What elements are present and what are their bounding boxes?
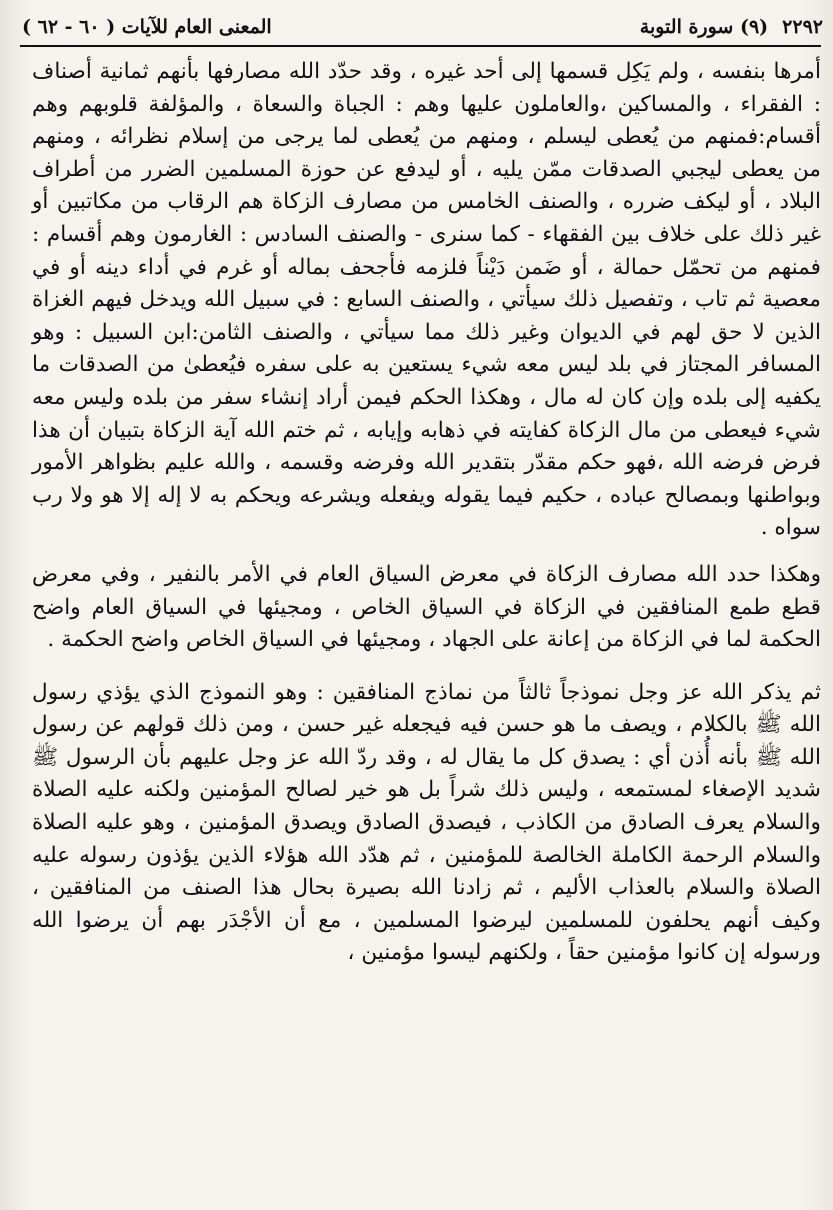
section-title: المعنى العام للآيات ( ٦٠ - ٦٢ )	[22, 16, 272, 38]
paragraph: ثم يذكر الله عز وجل نموذجاً ثالثاً من نماذج المنافقين : وهو النموذج الذي يؤذي رسول الله ﷺ بالكلام ، ويصف ما هو حسن فيه فيجعله غير حسن ، ومن ذلك قولهم عن رسول الله ﷺ بأنه أُذن أي : يصدق كل ما يقال له ، وقد ردّ الله عز وجل عليهم بأن الرسول ﷺ شديد الإصغاء لمستمعه ، وليس ذلك شراً بل هو خير لصالح المؤمنين ولكنه عليه الصلاة والسلام يعرف الصادق من الكاذب ، فيصدق الصادق ويصدق المؤمنين ، وهو عليه الصلاة والسلام الرحمة الكاملة الخالصة للمؤمنين ، ثم هدّد الله هؤلاء الذين يؤذون رسوله عليه الصلاة والسلام بالعذاب الأليم ، ثم زادنا الله بصيرة بحال هذا الصنف من المنافقين ، وكيف أنهم يحلفون للمسلمين ليرضوا المسلمين ، مع أن الأجْدَر بهم أن يرضوا الله ورسوله إن كانوا مؤمنين حقاً ، ولكنهم ليسوا مؤمنين ،	[32, 679, 821, 966]
paragraph: وهكذا حدد الله مصارف الزكاة في معرض السياق العام في الأمر بالنفير ، وفي معرض قطع طمع المنافقين في الزكاة في السياق الخاص ، ومجيئها في السياق العام واضح الحكمة لما في الزكاة من إعانة على الجهاد ، ومجيئها في السياق الخاص واضح الحكمة .	[32, 561, 821, 653]
page-number: ٢٢٩٢	[782, 16, 823, 38]
paragraph: أمرها بنفسه ، ولم يَكِل قسمها إلى أحد غيره ، وقد حدّد الله مصارفها بأنهم ثمانية أصناف : الفقراء ، والمساكين ،والعاملون عليها وهم : الجباة والسعاة ، والمؤلفة قلوبهم وهم أقسام:فمنهم من يُعطى ليسلم ، ومنهم من يُعطى لما يرجى من إسلام نظرائه ، ومنهم من يعطى ليجبي الصدقات ممّن يليه ، أو ليدفع عن حوزة المسلمين الضرر من أطراف البلاد ، أو ليكف ضرره ، والصنف الخامس من مصارف الزكاة هم الرقاب من مكاتبين أو غير ذلك على خلاف بين الفقهاء - كما سنرى - والصنف السادس : الغارمون وهم أقسام : فمنهم من تحمّل حمالة ، أو ضَمن دَيْناً فلزمه فأجحف بماله أو غرم في أداء دينه أو في معصية ثم تاب ، وتفصيل ذلك سيأتي ، والصنف السابع : في سبيل الله ويدخل فيهم الغزاة الذين لا حق لهم في الديوان وغير ذلك مما سيأتي ، والصنف الثامن:ابن السبيل : وهو المسافر المجتاز في بلد ليس معه شيء يستعين به على سفره فيُعطىٰ من الصدقات ما يكفيه إلى بلده وإن كان له مال ، وهكذا الحكم فيمن أراد إنشاء سفر من بلده وليس معه شيء فيعطى من مال الزكاة كفايته في ذهابه وإيابه ، ثم ختم الله آية الزكاة بتبيان أن هذا فرض فرضه الله ،فهو حكم مقدّر بتقدير الله وفرضه وقسمه ، والله عليم بظواهر الأمور وبواطنها وبمصالح عباده ، حكيم فيما يقوله ويفعله ويشرعه ويحكم به لا إله إلا هو ولا رب سواه .	[32, 59, 821, 541]
surah-name: (٩) سورة التوبة	[639, 16, 769, 38]
page-body	[32, 56, 821, 970]
page-header	[22, 10, 823, 44]
header-divider	[20, 45, 821, 47]
